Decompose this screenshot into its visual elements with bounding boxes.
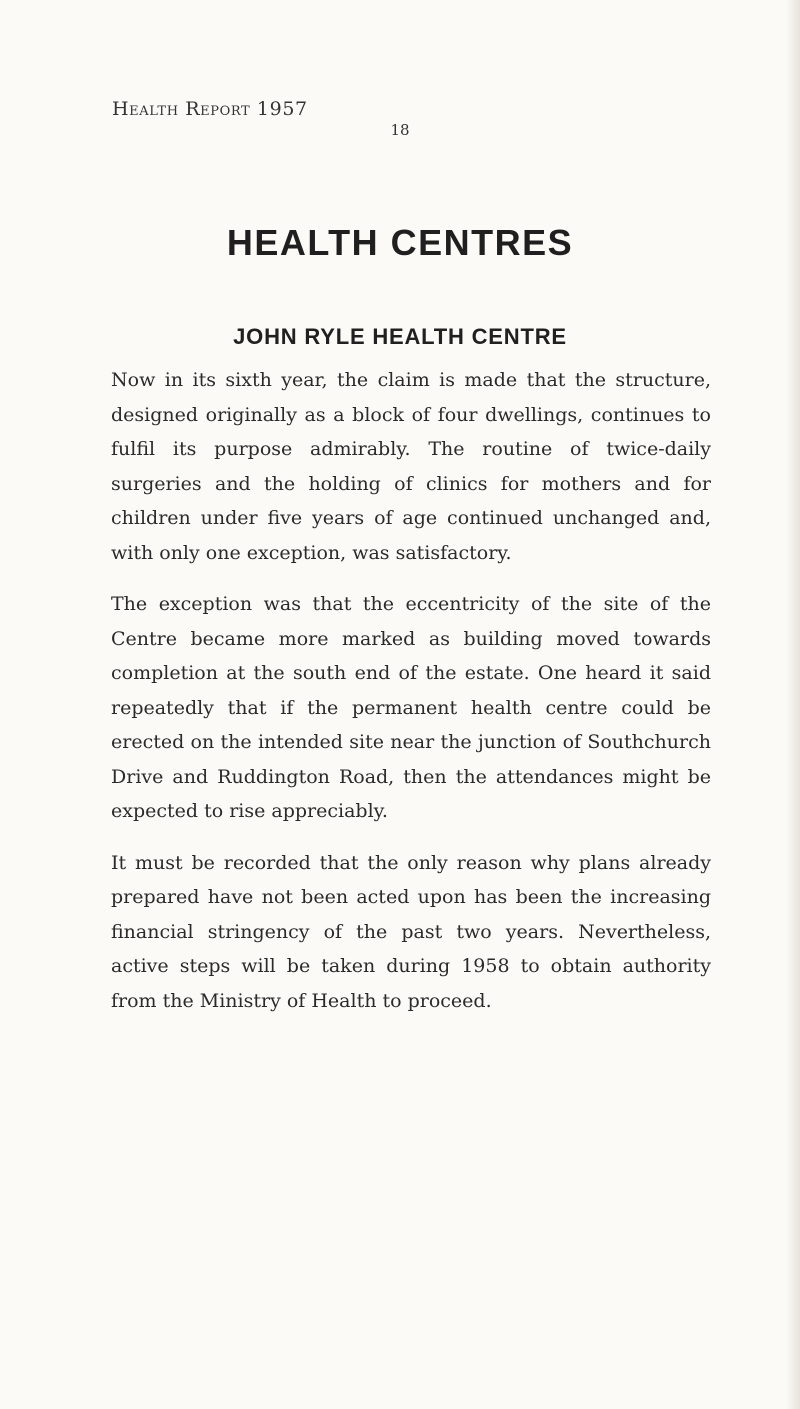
paragraph-2: The exception was that the eccentricity of the site of the Centre became more marked as building moved towards completion at the south end of the estate. One heard it said repeatedly that if the permanent health centre could be erected on the intended site near the junction of Southchurch Drive and Ruddington Road, then the attendances might be expected to rise appreciably. (111, 593, 711, 822)
main-title: HEALTH CENTRES (226, 222, 574, 263)
section-title: JOHN RYLE HEALTH CENTRE (233, 324, 567, 349)
paragraph-1: Now in its sixth year, the claim is made that the structure, designed originally as a block of four dwellings, continues to fulfil its purpose admirably. The routine of twice-daily surgeries and the holding of clinics for mothers and for children under five years of age continued unchanged and, with only one exception, was satisfactory. (111, 369, 711, 564)
running-header: Health Report 1957 (112, 98, 308, 120)
page-edge-shadow (786, 0, 800, 1409)
body-text (111, 363, 711, 1035)
page-number: 18 (390, 121, 410, 139)
paragraph-3: It must be recorded that the only reason why plans already prepared have not been acted upon has been the increasing financial stringency of the past two years. Nevertheless, active steps will be taken during 1958 to obtain authority from the Ministry of Health to proceed. (111, 851, 711, 1012)
